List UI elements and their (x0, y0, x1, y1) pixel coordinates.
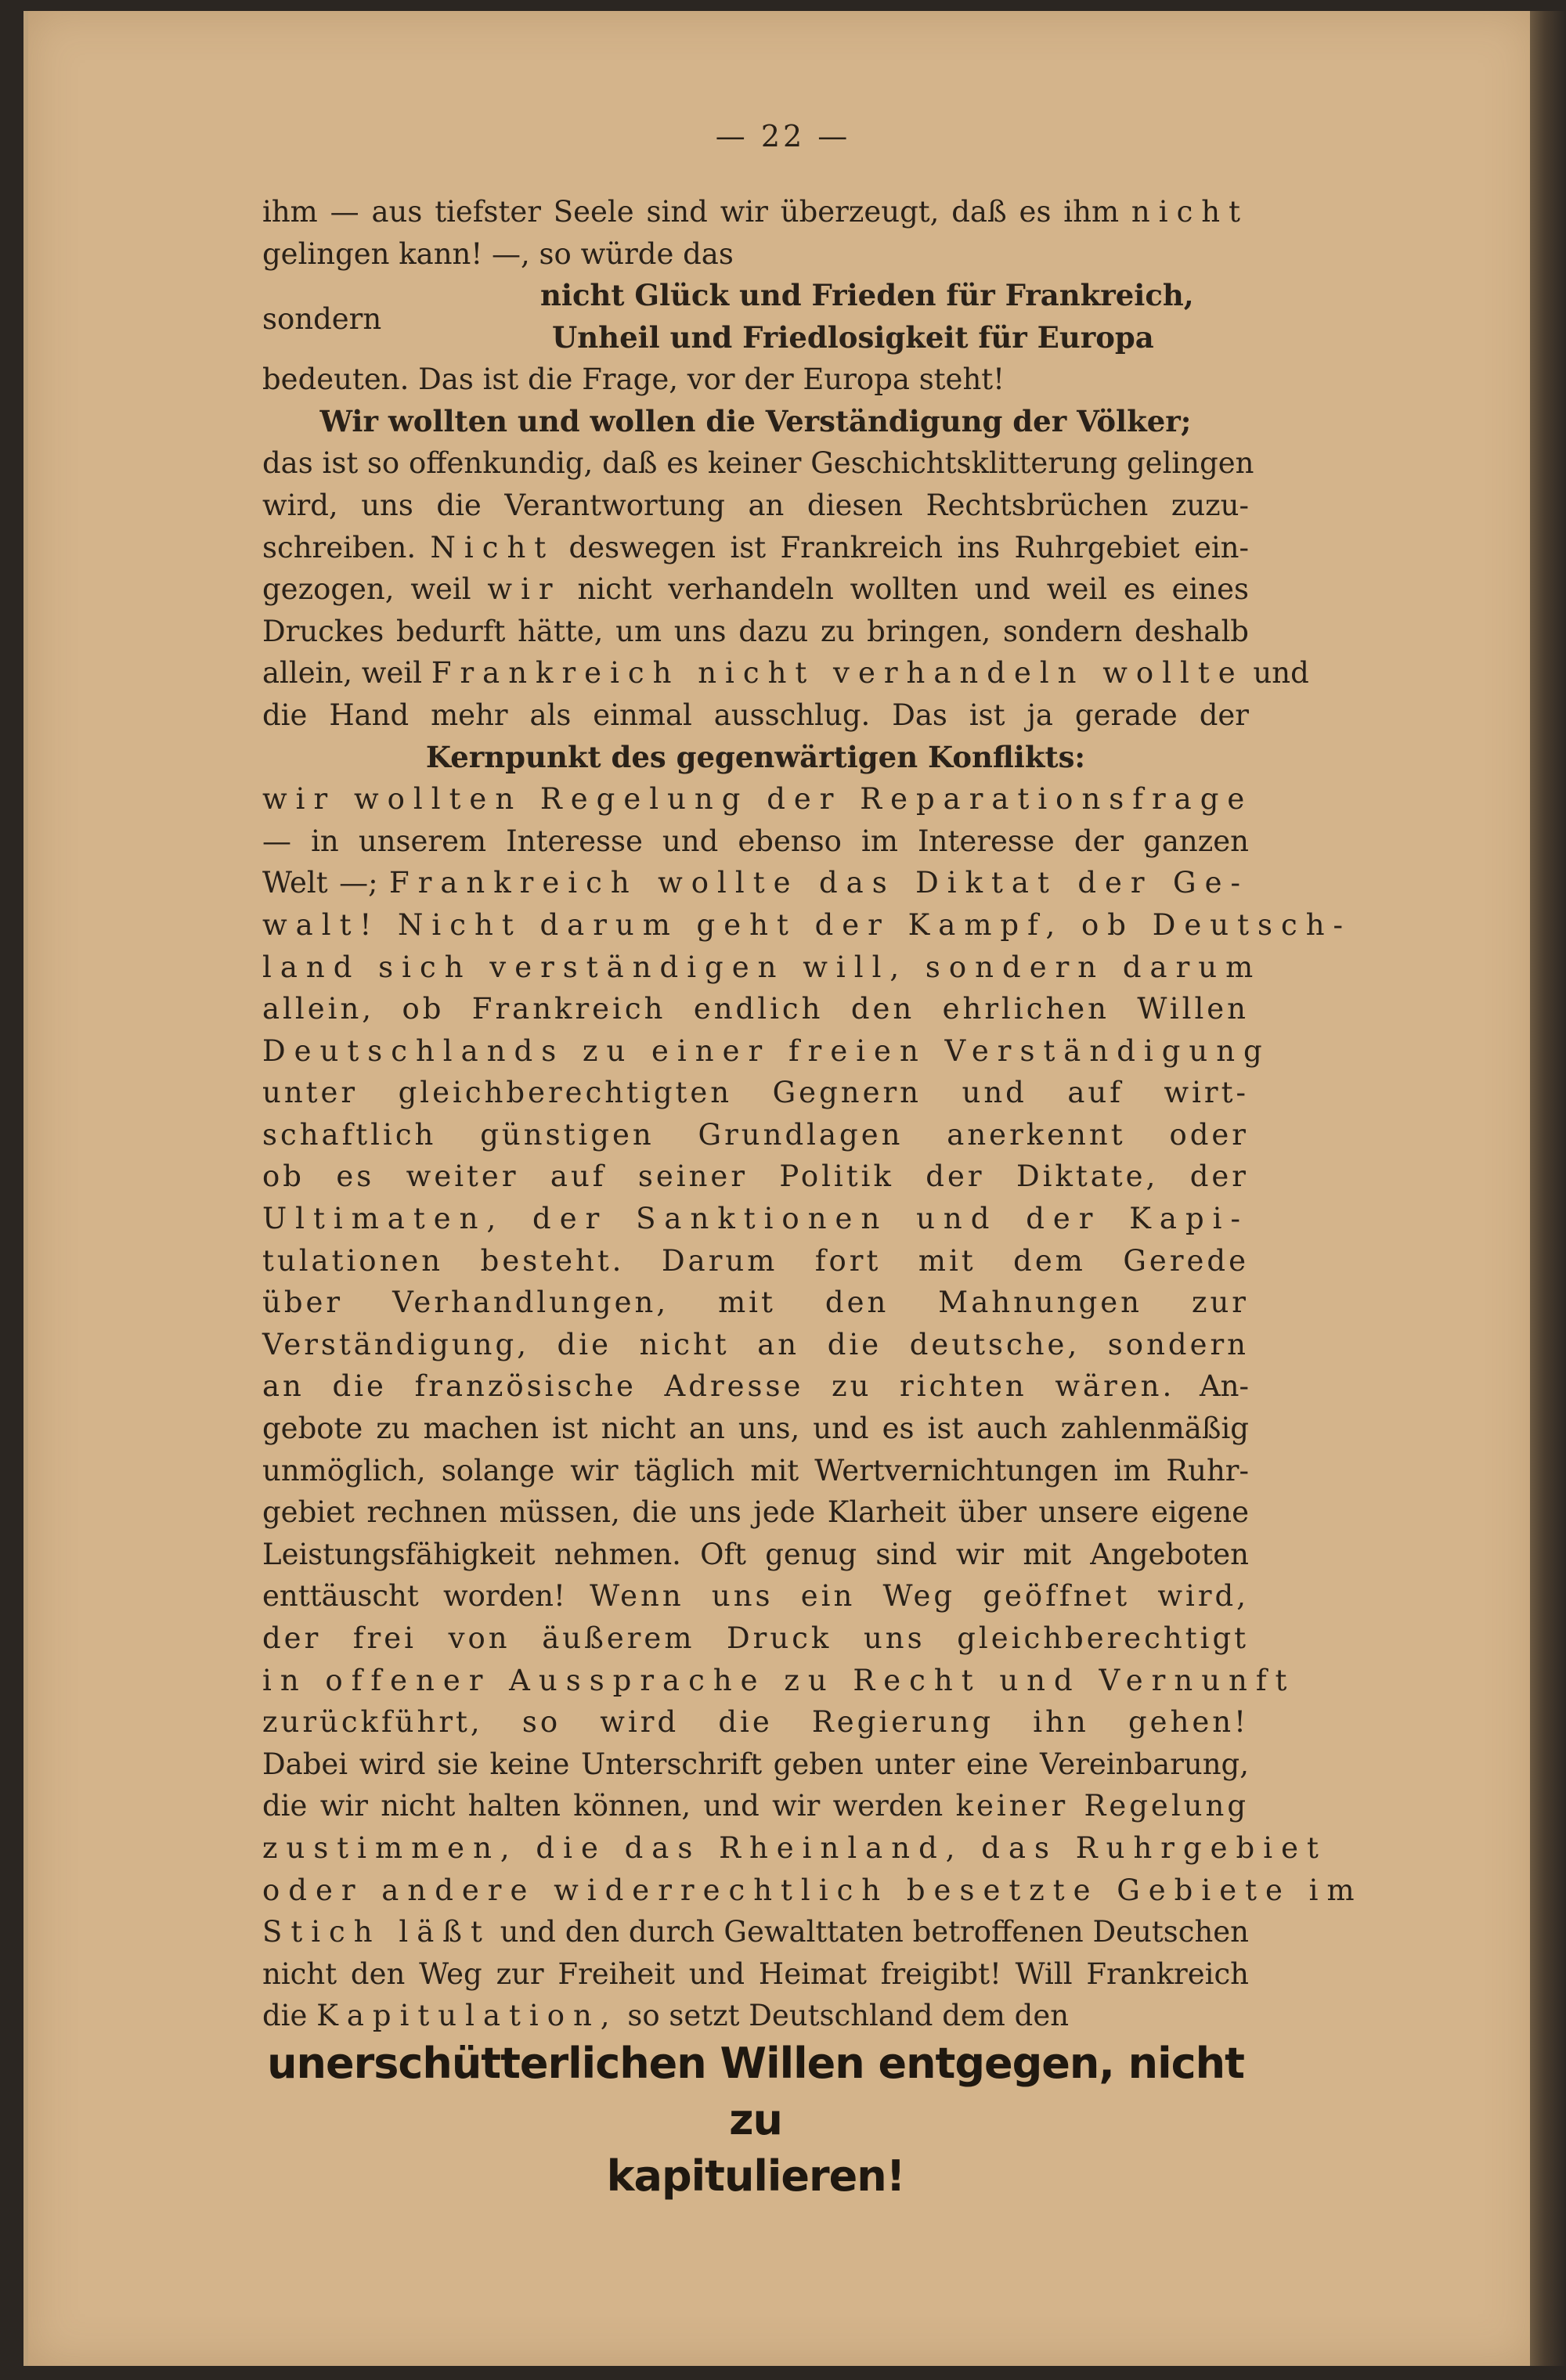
text-line: Welt —; Frankreich wollte das Diktat der Ge- (262, 866, 1250, 900)
text-line: gebiet rechnen müssen, die uns jede Klarheit über unsere eigene (262, 1495, 1249, 1530)
spaced-line: Verständigung, die nicht an die deutsche, sondern (262, 1327, 1249, 1361)
text-line: schreiben. Nicht deswegen ist Frankreich ins Ruhrgebiet ein- (262, 530, 1250, 564)
bold-line: Unheil und Friedlosigkeit für Europa (552, 319, 1154, 355)
book-spine (1530, 11, 1566, 2366)
text-line: gebote zu machen ist nicht an uns, und es ist auch zahlenmäßig (262, 1412, 1249, 1446)
spaced-line: tulationen besteht. Darum fort mit dem Gerede (262, 1243, 1249, 1278)
bold-heading-line: Wir wollten und wollen die Verständigung der Völker; (319, 403, 1192, 438)
text-line: gezogen, weil wir nicht verhandeln wollten und weil es eines (262, 572, 1249, 607)
spaced-line: zurückführt, so wird die Regierung ihn gehen! (262, 1705, 1249, 1740)
spaced-line: Ultimaten, der Sanktionen und der Kapi- (262, 1202, 1249, 1236)
brace-lines (411, 275, 1249, 359)
spaced-line: land sich verständigen will, sondern darum (262, 950, 1262, 984)
spaced-line: der frei von äußerem Druck uns gleichberechtigt (262, 1621, 1249, 1655)
text-line: an die französische Adresse zu richten wären. An- (262, 1369, 1249, 1404)
text-line: Dabei wird sie keine Unterschrift geben unter eine Vereinbarung, (262, 1747, 1249, 1781)
spaced-line: allein, ob Frankreich endlich den ehrlichen Willen (262, 992, 1249, 1026)
spaced-line: walt! Nicht darum geht der Kampf, ob Deutsch- (262, 907, 1352, 942)
text-line: wird, uns die Verantwortung an diesen Rechtsbrüchen zuzu- (262, 488, 1249, 522)
text-line: Leistungsfähigkeit nehmen. Oft genug sind wir mit Angeboten (262, 1537, 1249, 1571)
spaced-line: oder andere widerrechtlich besetzte Gebiete im (262, 1873, 1363, 1907)
text-line: das ist so offenkundig, daß es keiner Geschichtsklitterung gelingen (262, 446, 1254, 481)
text-line: Stich läßt und den durch Gewalttaten betroffenen Deutschen (262, 1915, 1250, 1949)
closing-line: unerschütterlichen Willen entgegen, nicht zu (267, 2039, 1244, 2144)
text-line: ihm — aus tiefster Seele sind wir überzeugt, daß es ihm nicht (262, 195, 1249, 229)
text-line: die wir nicht halten können, und wir werden keiner Regelung (262, 1789, 1250, 1823)
brace-label: sondern (262, 302, 382, 337)
text-line: enttäuscht worden! Wenn uns ein Weg geöffnet wird, (262, 1579, 1250, 1614)
spaced-line: Deutschlands zu einer freien Verständigung (262, 1033, 1271, 1068)
spaced-line: in offener Aussprache zu Recht und Vernunft (262, 1663, 1296, 1697)
text-line: die Hand mehr als einmal ausschlug. Das ist ja gerade der (262, 698, 1249, 732)
spaced-line: über Verhandlungen, mit den Mahnungen zur (262, 1286, 1249, 1320)
brace-block (262, 275, 1249, 359)
text-line: bedeuten. Das ist die Frage, vor der Europa steht! (262, 362, 1005, 397)
spaced-line: zustimmen, die das Rheinland, das Ruhrgebiet (262, 1830, 1327, 1865)
closing-statement (262, 2036, 1249, 2205)
page-number: — 22 — (715, 119, 851, 153)
bold-heading-line: Kernpunkt des gegenwärtigen Konflikts: (425, 739, 1086, 774)
text-line: gelingen kann! —, so würde das (262, 236, 734, 271)
text-line: Druckes bedurft hätte, um uns dazu zu bringen, sondern deshalb (262, 614, 1249, 648)
text-line: — in unserem Interesse und ebenso im Interesse der ganzen (262, 824, 1249, 858)
text-line: unmöglich, solange wir täglich mit Wertvernichtungen im Ruhr- (262, 1453, 1249, 1488)
text-line: nicht den Weg zur Freiheit und Heimat freigibt! Will Frankreich (262, 1956, 1249, 1991)
text-line: allein, weil Frankreich nicht verhandeln wollte und (262, 656, 1309, 691)
spaced-line: wir wollten Regelung der Reparationsfrage (262, 782, 1254, 817)
spaced-line: unter gleichberechtigten Gegnern und auf wirt- (262, 1076, 1249, 1110)
text-line: die Kapitulation, so setzt Deutschland dem den (262, 1999, 1070, 2033)
bold-line: nicht Glück und Frieden für Frankreich, (540, 278, 1194, 313)
spaced-line: schaftlich günstigen Grundlagen anerkennt oder (262, 1117, 1249, 1152)
closing-line: kapitulieren! (606, 2151, 905, 2201)
spaced-line: ob es weiter auf seiner Politik der Diktate, der (262, 1159, 1249, 1194)
body-text (262, 191, 1363, 2037)
